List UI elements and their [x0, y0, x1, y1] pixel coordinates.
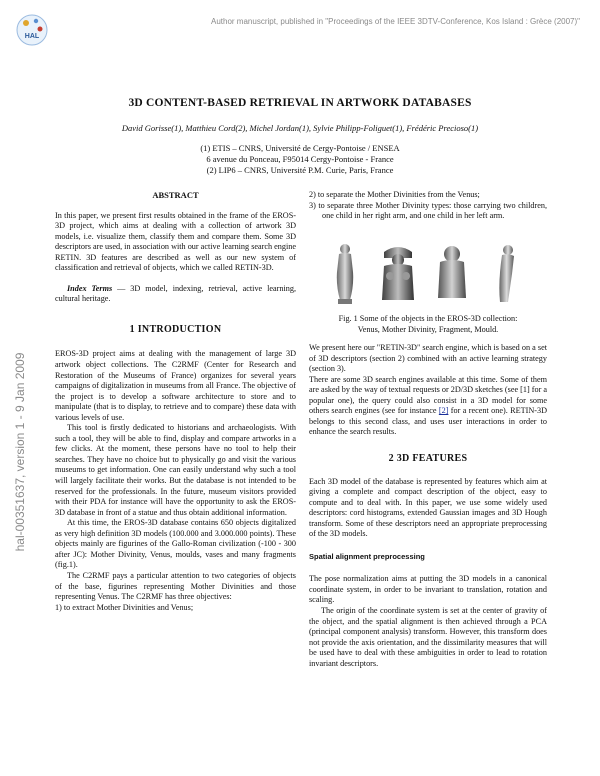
mould-image — [486, 242, 524, 306]
features-paragraph: Each 3D model of the database is represented by features which aim at giving a complete and compact description of the object, easy to compute and to deal with. In this paper, we use some widely used descriptors: cord histograms, extended Gaussian images and 3D Hough transform. Some of these descriptors need an appropriate preprocessing of the 3D models. — [309, 476, 547, 539]
intro-paragraph-1: EROS-3D project aims at dealing with the management of large 3D artwork object collections. The C2RMF (Center for Research and Restoration of the Museums of France) organizes for several years campaigns of digitalization in museums from all France. The objective of the project is to develop a software architecture to store and to manipulate (that is to display, to retrieve and to compare) these data with various levels of use. — [55, 349, 296, 422]
objective-item: 3) to separate three Mother Divinity types: those carrying two children, one child in her right arm, and one child in her left arm. — [309, 200, 547, 221]
right-paragraph-2-end: for a recent one). RETIN-3D belongs to this second class, and uses user interactions in order to enhance the search results. — [309, 406, 547, 437]
manuscript-note: Author manuscript, published in "Proceedings of the IEEE 3DTV-Conference, Kos Island : Grèce (2007)" — [211, 17, 580, 26]
hal-logo — [14, 12, 50, 48]
hal-side-identifier: hal-00351637, version 1 - 9 Jan 2009 — [13, 352, 27, 552]
authors-line: David Gorisse(1), Matthieu Cord(2), Michel Jordan(1), Sylvie Philipp-Foliguet(1), Frédéric Precioso(1) — [121, 123, 479, 133]
index-terms-text: — 3D model, indexing, retrieval, active learning, cultural heritage. — [55, 283, 296, 304]
hal-logo-text: HAL — [24, 33, 40, 40]
subsection-heading: Spatial alignment preprocessing — [309, 551, 425, 561]
mother-divinity-image — [376, 242, 420, 306]
right-paragraph-1: We present here our "RETIN-3D" search engine, which is based on a set of 3D descriptors (section 2) combined with an active learning strategy (section 3). — [309, 343, 547, 374]
affiliations — [100, 143, 500, 177]
left-column — [55, 190, 296, 613]
figure-caption — [309, 314, 547, 335]
affiliation-line: (2) LIP6 – CNRS, Université P.M. Curie, Paris, France — [206, 165, 394, 176]
alignment-paragraph-2: The origin of the coordinate system is set at the center of gravity of the object, and the spatial alignment is then achieved through a PCA (principal component analysis) transform. However, this transform does not provide the axis orientation, and the dissimilarity measures that will be used have to deal with these ambiguities in order to lead to rotation invariant descriptors. — [309, 606, 547, 668]
abstract-text: In this paper, we present first results obtained in the frame of the EROS-3D project, which aims at dealing with a collection of artwork 3D models, i.e. visualize them, classify them and compare them. Some 3D descriptors are used, in association with our active learning search engine RETIN. 3D features are described as well as our new system of classification and retrieval of objects, which we called RETIN-3D. — [55, 210, 296, 273]
index-terms — [55, 284, 296, 305]
right-paragraph-2-start: There are some 3D search engines available at this time. Some of them are asked by the way of textual requests or 2D/3D sketches (see [1] for a popular one), the query could also consist in a 3D model for some others search engines (see for instance — [309, 374, 547, 416]
objectives-list — [55, 603, 296, 614]
right-paragraph-2 — [309, 375, 547, 438]
citation-link[interactable]: [2] — [438, 406, 449, 416]
objectives-list-continued — [309, 190, 547, 222]
objective-item: 1) to extract Mother Divinities and Venus; — [55, 602, 194, 612]
features-heading: 2 3D FEATURES — [388, 453, 468, 465]
abstract-heading: ABSTRACT — [152, 190, 199, 200]
alignment-paragraph-1: The pose normalization aims at putting the 3D models in a canonical coordinate system, in order to be invariant to translation, rotation and scaling. — [309, 574, 547, 605]
venus-figurine-image — [326, 242, 364, 306]
intro-paragraph-4: The C2RMF pays a particular attention to two categories of objects of the base, figurines representing Mother Divinities and those representing Venus. The C2RMF has three objectives: — [55, 570, 296, 602]
objective-item: 2) to separate the Mother Divinities from the Venus; — [309, 190, 480, 199]
figure-caption-line: Venus, Mother Divinity, Fragment, Mould. — [357, 324, 499, 334]
intro-paragraph-2: This tool is firstly dedicated to historians and archaeologists. With such a tool, they will be able to find, display and compare artworks in a few clicks. At the moment, these persons have no tool to help their searches. They have no choice but to physically go and visit the various museums to get information. One can easily understand why such a tool will largely facilitate their works. But the database is not intended to be reserved for the professionals. In the future, museum visitors provided with their PDA for instance will have the opportunity to ask the EROS-3D database in front of a statue and thus obtain additional information. — [55, 423, 296, 517]
paper-title: 3D CONTENT-BASED RETRIEVAL IN ARTWORK DATABASES — [128, 97, 472, 109]
right-column-lower — [309, 314, 547, 669]
figure-caption-line: Fig. 1 Some of the objects in the EROS-3D collection: — [338, 314, 518, 323]
fragment-image — [432, 242, 472, 306]
affiliation-line: 6 avenue du Ponceau, F95014 Cergy-Pontoise - France — [206, 154, 394, 165]
affiliation-line: (1) ETIS – CNRS, Université de Cergy-Pontoise / ENSEA — [200, 143, 400, 153]
intro-heading: 1 INTRODUCTION — [129, 323, 222, 335]
index-terms-label: Index Terms — [67, 283, 113, 293]
intro-paragraph-3: At this time, the EROS-3D database contains 650 objects digitalized as very high definition 3D models (100.000 and 3.000.000 points). These objects mainly are figurines of the Gallo-Roman civilization (-100 - 300 after JC): Mother Divinity, Venus, moulds, vases and many fragments (fig.1). — [55, 518, 296, 570]
right-column — [309, 190, 547, 222]
